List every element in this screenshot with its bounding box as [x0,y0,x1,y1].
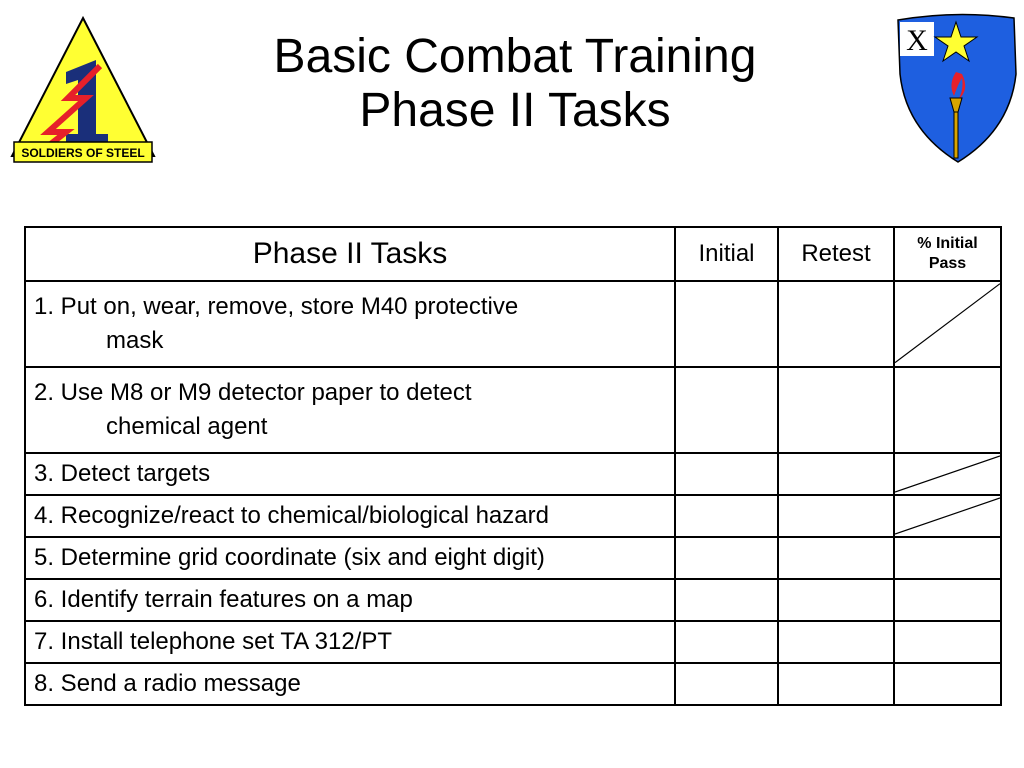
task-cell [25,367,675,453]
shield-torch-logo [892,12,1020,164]
task-text-continued: mask [106,327,164,354]
diagonal-line [895,454,1000,494]
task-text: 3. Detect targets [34,460,211,487]
pct-cell[interactable] [894,495,1001,537]
logo-right-numeral: X [906,24,928,57]
task-cell [25,537,675,579]
title-line-2: Phase II Tasks [359,84,671,137]
table-row [25,537,1001,579]
retest-cell[interactable] [778,621,894,663]
retest-cell[interactable] [778,367,894,453]
title-line-1: Basic Combat Training [273,30,757,83]
soldiers-of-steel-logo [8,14,158,166]
soldiers-of-steel-icon [8,14,158,166]
task-cell [25,495,675,537]
task-text: 7. Install telephone set TA 312/PT [34,628,393,655]
task-text-continued: chemical agent [106,413,268,440]
retest-cell[interactable] [778,453,894,495]
task-text: 1. Put on, wear, remove, store M40 protective [34,293,519,320]
retest-cell[interactable] [778,495,894,537]
retest-cell[interactable] [778,579,894,621]
task-text: 5. Determine grid coordinate (six and eight digit) [34,544,545,571]
header-phase-ii-tasks: Phase II Tasks [25,227,675,281]
header-retest: Retest [778,227,894,281]
pct-cell[interactable] [894,367,1001,453]
initial-cell[interactable] [675,453,778,495]
initial-cell[interactable] [675,579,778,621]
pct-cell[interactable] [894,579,1001,621]
table-header-row [25,227,1001,281]
table-row [25,495,1001,537]
page-title [170,30,860,138]
task-cell [25,663,675,705]
pct-cell[interactable] [894,453,1001,495]
diagonal-line [895,496,1000,536]
task-cell [25,453,675,495]
task-cell [25,281,675,367]
header-pct-line-1: % Initial [917,235,978,252]
retest-cell[interactable] [778,537,894,579]
pct-cell[interactable] [894,537,1001,579]
initial-cell[interactable] [675,367,778,453]
table-row [25,367,1001,453]
initial-cell[interactable] [675,621,778,663]
task-text: 8. Send a radio message [34,670,301,697]
diagonal-line [895,282,1000,366]
task-text: 4. Recognize/react to chemical/biological hazard [34,502,549,529]
task-cell [25,621,675,663]
task-text: 2. Use M8 or M9 detector paper to detect [34,379,472,406]
table-row [25,579,1001,621]
header-initial: Initial [675,227,778,281]
logo-left-text: SOLDIERS OF STEEL [21,146,145,160]
retest-cell[interactable] [778,663,894,705]
initial-cell[interactable] [675,281,778,367]
pct-cell[interactable] [894,621,1001,663]
table-row [25,663,1001,705]
initial-cell[interactable] [675,663,778,705]
pct-cell[interactable] [894,281,1001,367]
header-percent-initial-pass [894,227,1001,281]
table-row [25,453,1001,495]
tasks-table [24,226,1000,708]
task-cell [25,579,675,621]
initial-cell[interactable] [675,537,778,579]
table-row [25,281,1001,367]
initial-cell[interactable] [675,495,778,537]
pct-cell[interactable] [894,663,1001,705]
task-text: 6. Identify terrain features on a map [34,586,413,613]
header-pct-line-2: Pass [928,255,967,272]
shield-torch-star-icon [892,12,1020,164]
table-row [25,621,1001,663]
retest-cell[interactable] [778,281,894,367]
